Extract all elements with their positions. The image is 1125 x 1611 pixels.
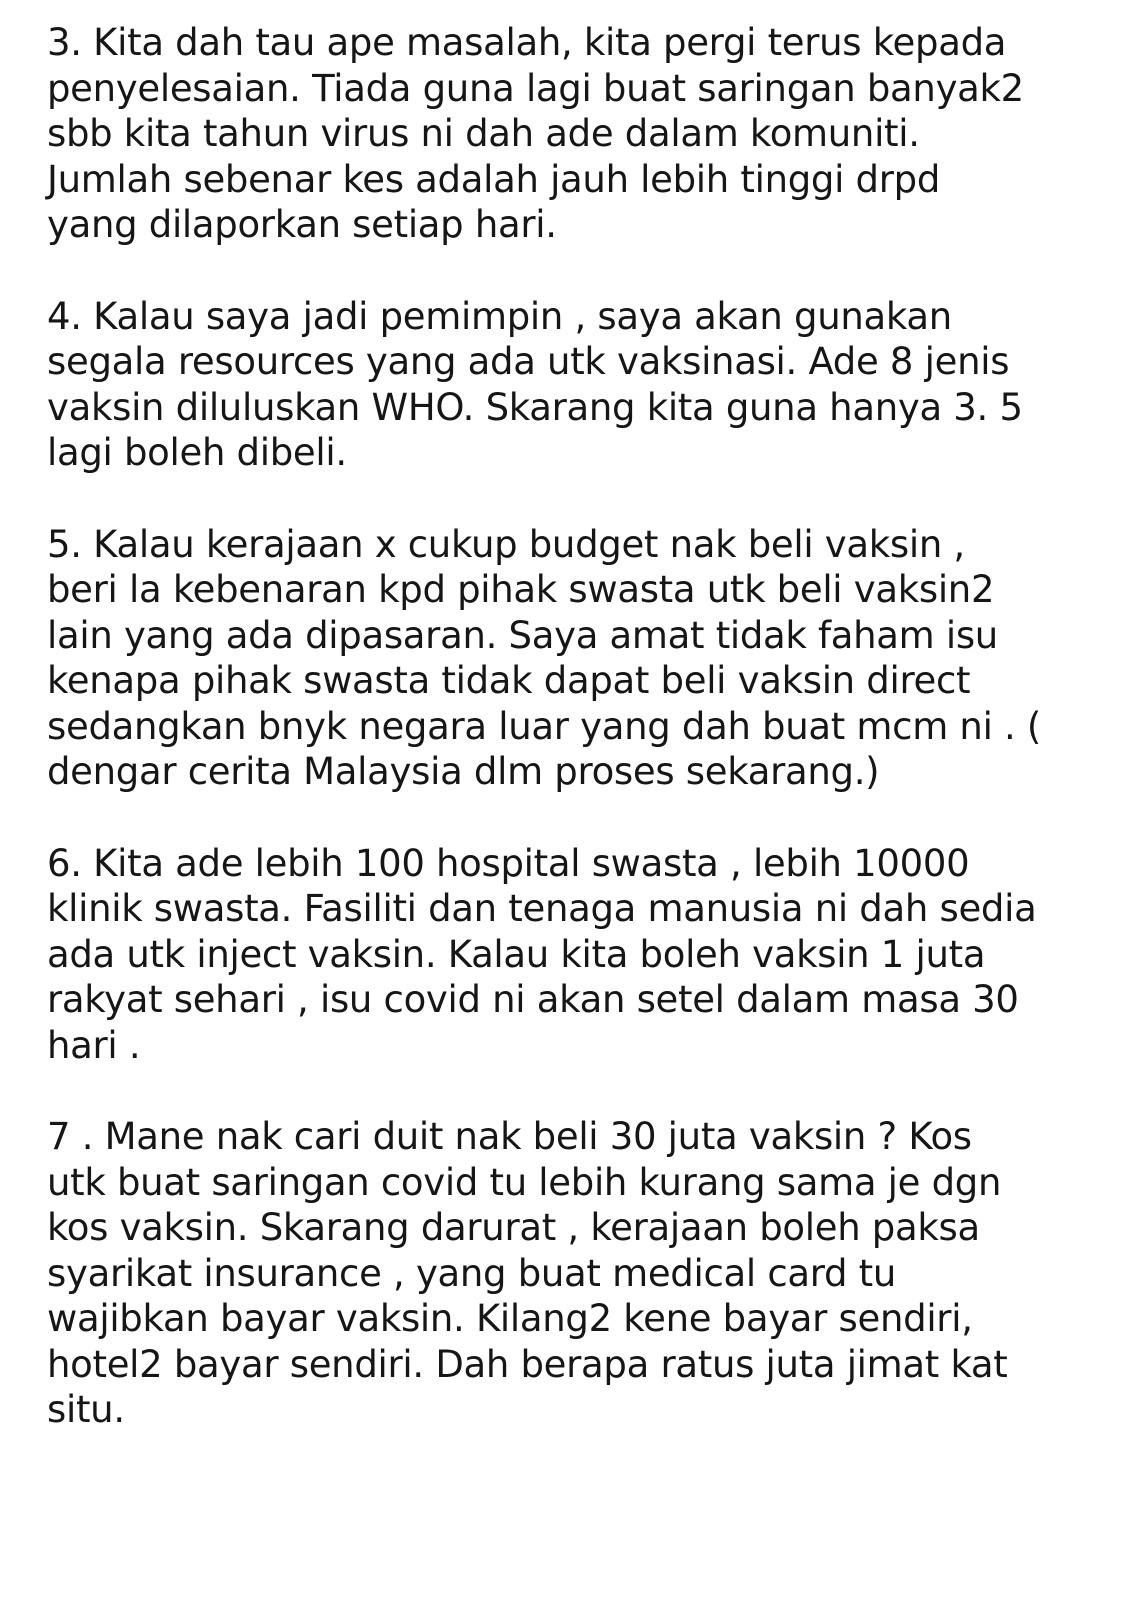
paragraph-line: dengar cerita Malaysia dlm proses sekarang.) <box>47 750 880 793</box>
paragraph-4-vaccine-types <box>47 294 1097 476</box>
paragraph-7-funding <box>47 1114 1097 1433</box>
paragraph-line: 3. Kita dah tau ape masalah, kita pergi terus kepada <box>47 21 1007 64</box>
paragraph-line: 7 . Mane nak cari duit nak beli 30 juta vaksin ? Kos <box>47 1115 972 1158</box>
paragraph-line: ada utk inject vaksin. Kalau kita boleh vaksin 1 juta <box>47 932 986 976</box>
paragraph-line: sbb kita tahun virus ni dah ade dalam komuniti. <box>47 112 920 155</box>
paragraph-3-online-testing <box>47 20 1097 248</box>
paragraph-line: lagi boleh dibeli. <box>47 431 347 474</box>
paragraph-line: 4. Kalau saya jadi pemimpin , saya akan gunakan <box>47 294 952 338</box>
paragraph-line: wajibkan bayar vaksin. Kilang2 kene bayar sendiri, <box>47 1297 973 1340</box>
paragraph-line: hotel2 bayar sendiri. Dah berapa ratus juta jimat kat <box>47 1342 1008 1386</box>
paragraph-5-private-purchase <box>47 522 1097 795</box>
paragraph-line: Jumlah sebenar kes adalah jauh lebih tinggi drpd <box>47 157 941 201</box>
paragraph-line: yang dilaporkan setiap hari. <box>47 203 557 246</box>
paragraph-6-private-hospitals <box>47 841 1097 1069</box>
paragraph-line: kos vaksin. Skarang darurat , kerajaan boleh paksa <box>47 1206 980 1249</box>
paragraph-line: utk buat saringan covid tu lebih kurang sama je dgn <box>47 1160 1002 1204</box>
paragraph-line: syarikat insurance , yang buat medical card tu <box>47 1251 896 1295</box>
post-body <box>47 20 1097 1479</box>
paragraph-line: kenapa pihak swasta tidak dapat beli vaksin direct <box>47 659 971 702</box>
paragraph-line: lain yang ada dipasaran. Saya amat tidak faham isu <box>47 613 998 657</box>
paragraph-line: 6. Kita ade lebih 100 hospital swasta , lebih 10000 <box>47 841 970 885</box>
paragraph-line: klinik swasta. Fasiliti dan tenaga manusia ni dah sedia <box>47 887 1037 930</box>
paragraph-line: hari . <box>47 1023 141 1067</box>
paragraph-line: vaksin diluluskan WHO. Skarang kita guna hanya 3. 5 <box>47 385 1023 429</box>
paragraph-line: sedangkan bnyk negara luar yang dah buat mcm ni . ( <box>47 704 1042 748</box>
paragraph-line: penyelesaian. Tiada guna lagi buat saringan banyak2 <box>47 66 1024 110</box>
paragraph-line: beri la kebenaran kpd pihak swasta utk beli vaksin2 <box>47 568 995 611</box>
paragraph-line: situ. <box>47 1388 125 1431</box>
paragraph-line: 5. Kalau kerajaan x cukup budget nak beli vaksin , <box>47 522 965 566</box>
paragraph-line: segala resources yang ada utk vaksinasi. Ade 8 jenis <box>47 340 1010 383</box>
paragraph-line: rakyat sehari , isu covid ni akan setel dalam masa 30 <box>47 978 1019 1021</box>
